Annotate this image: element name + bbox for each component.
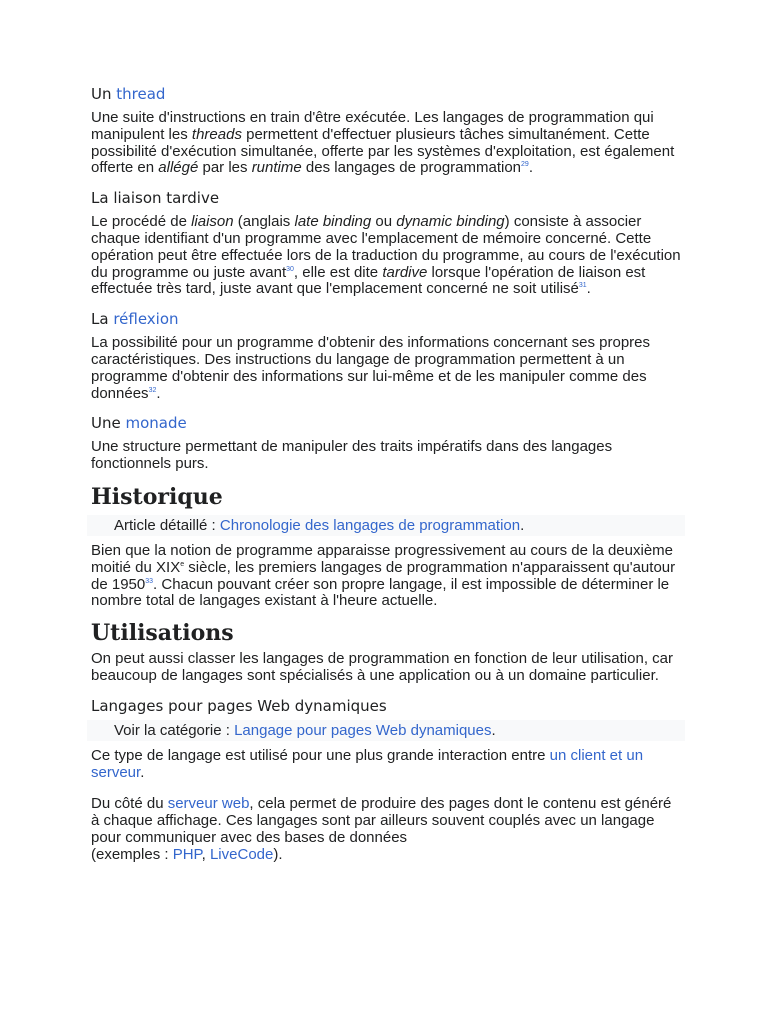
reference-31[interactable]: 31 — [578, 282, 587, 290]
hatnote-web — [87, 720, 685, 741]
paragraph-reflexion — [91, 335, 681, 402]
text: Le procédé de — [91, 213, 192, 231]
hatnote-historique — [87, 515, 685, 536]
superscript-e: e — [180, 560, 185, 568]
italic-late-binding: late binding — [294, 213, 372, 231]
italic-liaison: liaison — [191, 213, 234, 231]
section-heading-historique: Historique — [91, 483, 223, 510]
text: . — [528, 159, 533, 177]
italic-dynamic-binding: dynamic binding — [396, 213, 505, 231]
heading-reflexion — [91, 309, 681, 329]
paragraph-interaction — [91, 748, 681, 782]
heading-liaison-tardive: La liaison tardive — [91, 189, 220, 208]
text: ou — [371, 213, 397, 231]
text: ) consiste à associer chaque identifiant d'un programme avec l'emplacement de mémoire concerné. Cette opération peut être effectuée lors de la traduction du programme, au cours de l'exécution du programme ou juste avant — [91, 213, 681, 281]
link-reflexion[interactable]: réflexion — [113, 310, 179, 329]
text: (exemples : — [91, 845, 173, 863]
text: lorsque l'opération de liaison est effectuée très tard, juste avant que l'emplacement concerné ne soit utilisé — [91, 263, 646, 298]
article-content — [91, 82, 681, 864]
paragraph-utilisations: On peut aussi classer les langages de programmation en fonction de leur utilisation, car beaucoup de langages sont spécialisés à une application ou à un domaine particulier. — [91, 650, 673, 684]
paragraph-liaison — [91, 214, 681, 298]
italic-tardive: tardive — [382, 263, 428, 281]
text: Ce type de langage est utilisé pour une plus grande interaction entre — [91, 746, 550, 764]
text: . — [520, 516, 525, 534]
text: par les — [198, 159, 252, 177]
reference-33[interactable]: 33 — [145, 577, 154, 585]
text: Bien que la notion de programme apparaisse progressivement au cours de la deuxième moitié du XIX — [91, 541, 674, 576]
link-serveur-web[interactable]: serveur web — [167, 795, 250, 813]
text: . — [156, 384, 161, 402]
italic-threads: threads — [191, 125, 242, 143]
text: , — [201, 845, 210, 863]
hatnote-prefix: Article détaillé : — [114, 516, 220, 534]
text: , cela permet de produire des pages dont le contenu est généré à chaque affichage. Ces langages sont par ailleurs souvent couplés avec un langage pour communiquer avec des bases de données — [91, 795, 672, 846]
paragraph-serveur-web — [91, 796, 681, 863]
link-monade[interactable]: monade — [125, 414, 187, 433]
reference-29[interactable]: 29 — [521, 161, 529, 169]
link-thread[interactable]: thread — [116, 85, 166, 103]
text: permettent d'effectuer plusieurs tâches simultanément. Cette possibilité d'exécution simultanée, offerte par les systèmes d'exploitation, est également offerte en — [91, 125, 675, 177]
heading-thread — [91, 82, 681, 104]
text: siècle, les premiers langages de programmation n'apparaissent qu'autour de 1950 — [91, 558, 676, 593]
paragraph-thread — [91, 110, 681, 177]
paragraph-monade: Une structure permettant de manipuler des traits impératifs dans des langages fonctionnels purs. — [91, 438, 613, 473]
text: des langages de programmation — [301, 159, 522, 177]
heading-monade — [91, 413, 681, 433]
text: , elle est dite — [293, 263, 383, 281]
text: ). — [273, 845, 283, 863]
link-chronologie[interactable]: Chronologie des langages de programmation — [219, 516, 521, 534]
text: . — [586, 280, 591, 298]
text: . — [491, 721, 496, 739]
text: Une suite d'instructions en train d'être exécutée. Les langages de programmation qui manipulent les — [91, 109, 654, 143]
hatnote-prefix: Voir la catégorie : — [114, 721, 235, 739]
heading-monade-prefix: Une — [91, 414, 126, 433]
italic-allege: allégé — [158, 159, 199, 177]
link-client-serveur[interactable]: un client et un serveur — [91, 746, 644, 781]
text: . Chacun pouvant créer son propre langage, il est impossible de déterminer le nombre total de langages existant à l'heure actuelle. — [91, 575, 670, 610]
link-livecode[interactable]: LiveCode — [209, 845, 274, 863]
heading-langages-web: Langages pour pages Web dynamiques — [91, 696, 387, 715]
reference-30[interactable]: 30 — [286, 265, 294, 273]
italic-runtime: runtime — [251, 159, 302, 177]
link-categorie-web[interactable]: Langage pour pages Web dynamiques — [234, 721, 492, 739]
heading-thread-prefix: Un — [91, 85, 117, 103]
link-php[interactable]: PHP — [172, 845, 202, 863]
section-heading-utilisations: Utilisations — [91, 620, 234, 647]
text: La possibilité pour un programme d'obtenir des informations concernant ses propres caractéristiques. Des instructions du langage de programmation permettent à un programme d'obtenir des informations sur lui-même et de les manipuler comme des données — [91, 334, 650, 402]
text: . — [140, 763, 145, 781]
text: (anglais — [233, 213, 295, 231]
reference-32[interactable]: 32 — [148, 386, 157, 394]
paragraph-historique — [91, 543, 681, 610]
text: Du côté du — [91, 795, 168, 813]
heading-reflexion-prefix: La — [91, 310, 114, 329]
